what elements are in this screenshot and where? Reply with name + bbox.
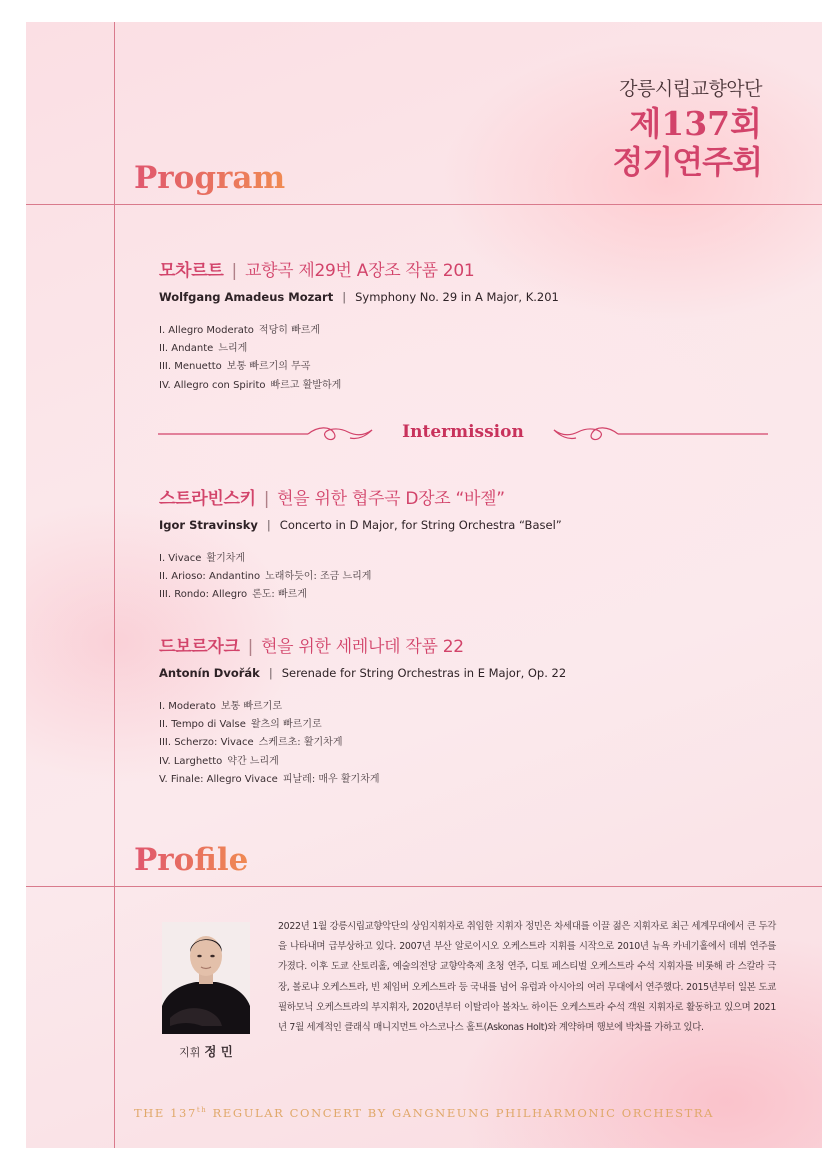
movement-ko: 약간 느리게 <box>227 755 279 767</box>
profile-rule <box>26 886 822 887</box>
movement-ko: 스케르초: 활기차게 <box>258 737 343 749</box>
movement-item <box>159 734 566 752</box>
composer-en: Antonín Dvořák <box>159 666 260 680</box>
movement-en: V. Finale: Allegro Vivace <box>159 773 278 785</box>
piece-title-ko <box>159 484 562 509</box>
movement-ko: 왈츠의 빠르기로 <box>250 719 322 731</box>
movement-item <box>159 586 562 604</box>
conductor-photo <box>162 922 250 1034</box>
movement-item <box>159 550 562 568</box>
footer-sup: th <box>196 1106 208 1115</box>
vertical-rule <box>114 22 115 1148</box>
piece-stravinsky <box>159 484 562 605</box>
footer-post: REGULAR CONCERT BY GANGNEUNG PHILHARMONIC ORCHESTRA <box>207 1106 715 1120</box>
movement-item <box>159 358 559 376</box>
work-title-ko: 현을 위한 세레나데 작품 22 <box>261 637 464 657</box>
movement-ko: 보통 빠르기의 무곡 <box>226 361 311 373</box>
movement-item <box>159 377 559 395</box>
piece-title-en <box>159 290 559 304</box>
movement-list <box>159 550 562 605</box>
movement-en: IV. Allegro con Spirito <box>159 379 266 391</box>
movement-ko: 노래하듯이: 조금 느리게 <box>265 571 372 583</box>
program-heading: Program <box>134 160 286 196</box>
movement-item <box>159 771 566 789</box>
movement-en: II. Andante <box>159 343 214 355</box>
program-rule <box>26 204 822 205</box>
movement-ko: 느리게 <box>218 343 248 355</box>
movement-item <box>159 322 559 340</box>
movement-item <box>159 698 566 716</box>
separator: | <box>247 637 254 657</box>
program-page <box>26 22 822 1148</box>
composer-ko: 모차르트 <box>159 261 224 281</box>
conductor-portrait <box>162 922 250 1034</box>
orchestra-name: 강릉시립교향악단 <box>619 78 762 100</box>
movement-list <box>159 322 559 395</box>
piece-title-en <box>159 666 566 680</box>
movement-en: IV. Larghetto <box>159 755 223 767</box>
movement-item <box>159 753 566 771</box>
separator: | <box>231 261 237 281</box>
movement-en: III. Rondo: Allegro <box>159 589 248 601</box>
work-title-en: Concerto in D Major, for String Orchestra “Basel” <box>279 518 562 532</box>
intermission-label: Intermission <box>402 422 524 442</box>
composer-ko: 스트라빈스키 <box>159 489 256 509</box>
movement-ko: 보통 빠르기로 <box>220 701 282 712</box>
movement-en: III. Menuetto <box>159 361 222 373</box>
movement-item <box>159 568 562 586</box>
profile-heading: Profile <box>134 842 249 878</box>
piece-title-en <box>159 518 562 532</box>
movement-en: II. Arioso: Andantino <box>159 571 261 583</box>
work-title-en: Serenade for String Orchestras in E Major, Op. 22 <box>281 666 567 680</box>
separator: | <box>268 666 273 680</box>
piece-dvorak <box>159 632 566 789</box>
movement-en: I. Moderato <box>159 701 216 712</box>
movement-en: II. Tempo di Valse <box>159 719 246 731</box>
conductor-role: 지휘 <box>179 1046 201 1059</box>
concert-header <box>612 74 762 181</box>
movement-ko: 활기차게 <box>206 553 246 564</box>
composer-en: Igor Stravinsky <box>159 518 258 532</box>
conductor-bio: 2022년 1월 강릉시립교향악단의 상임지휘자로 취임한 지휘자 정민은 차세대를 이끌 젊은 지휘자로 최근 세계무대에서 큰 두각을 나타내며 급부상하고 있다. 2007년 부산 알로이시오 오케스트라 지휘를 시작으로 2010년 뉴욕 카네기홀에서 데뷔 연주를 가졌다. 이후 도쿄 산토리홀, 예술의전당 교향악축제 초청 연주, 디토 페스티벌 오케스트라 수석 지휘자를 비롯해 라 스칼라 극장, 볼로냐 오케스트라, 빈 체임버 오케스트라 등 국내를 넘어 유럽과 아시아의 여러 무대에서 연주했다. 2015년부터 일본 도쿄 필하모닉 오케스트라의 부지휘자, 2020년부터 이탈리아 볼차노 하이든 오케스트라 수석 객원 지휘자로 활동하고 있으며 2021년 7월 세계적인 클래식 매니지먼트 아스코나스 홀트(Askonas Holt)와 계약하며 행보에 박차를 가하고 있다. <box>278 921 776 1034</box>
movement-ko: 적당히 빠르게 <box>258 325 321 336</box>
movement-list <box>159 698 566 789</box>
separator: | <box>263 489 270 509</box>
footer-pre: THE 137 <box>133 1106 197 1120</box>
movement-ko: 피날레: 매우 활기차게 <box>282 773 380 785</box>
concert-title: 정기연주회 <box>612 143 762 181</box>
movement-en: I. Allegro Moderato <box>159 325 254 336</box>
separator: | <box>266 518 271 532</box>
work-title-ko: 현을 위한 협주곡 D장조 “바젤” <box>277 489 505 509</box>
work-title-en: Symphony No. 29 in A Major, K.201 <box>355 290 559 304</box>
footer-tagline <box>26 1106 822 1120</box>
piece-title-ko <box>159 632 566 657</box>
movement-en: III. Scherzo: Vivace <box>159 737 254 749</box>
movement-ko: 론도: 빠르게 <box>252 589 307 601</box>
conductor-name: 정 민 <box>204 1044 233 1059</box>
movement-en: I. Vivace <box>159 553 202 564</box>
composer-ko: 드보르자크 <box>159 637 240 657</box>
movement-item <box>159 716 566 734</box>
piece-title-ko <box>159 256 559 281</box>
composer-en: Wolfgang Amadeus Mozart <box>159 290 334 304</box>
movement-ko: 빠르고 활발하게 <box>270 379 342 391</box>
piece-mozart <box>159 256 559 395</box>
movement-item <box>159 340 559 358</box>
conductor-caption <box>162 1042 250 1060</box>
work-title-ko: 교향곡 제29번 A장조 작품 201 <box>244 261 475 281</box>
separator: | <box>342 290 347 304</box>
intermission-divider <box>158 414 768 454</box>
concert-number: 제137회 <box>629 104 762 143</box>
